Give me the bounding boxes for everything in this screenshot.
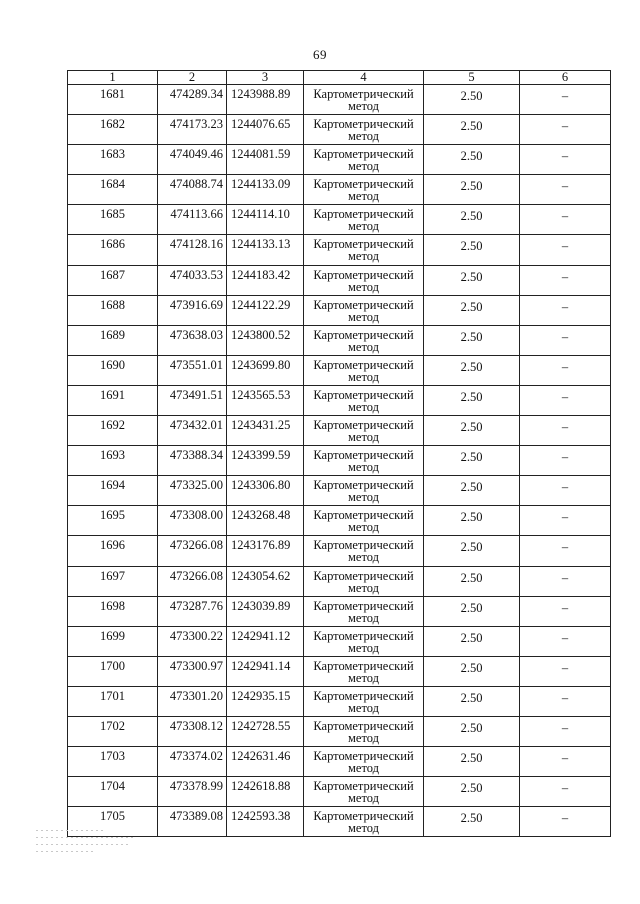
cell-y-coordinate: 1242728.55 [227,716,304,746]
table-row [68,85,611,115]
table-header [68,71,611,85]
cell-y-coordinate: 1243399.59 [227,446,304,476]
cell-accuracy: 2.50 [424,175,520,205]
cell-y-coordinate: 1242593.38 [227,807,304,837]
cell-point-number: 1699 [68,626,158,656]
cell-point-number: 1702 [68,716,158,746]
table-row [68,716,611,746]
cell-point-number: 1705 [68,807,158,837]
table-row [68,656,611,686]
cell-accuracy: 2.50 [424,747,520,777]
cell-accuracy: 2.50 [424,536,520,566]
cell-x-coordinate: 473389.08 [158,807,227,837]
header-col-2: 2 [158,71,227,85]
cell-x-coordinate: 473266.08 [158,536,227,566]
cell-x-coordinate: 473308.00 [158,506,227,536]
cell-note: – [520,265,611,295]
cell-x-coordinate: 474128.16 [158,235,227,265]
cell-y-coordinate: 1242941.12 [227,626,304,656]
cell-method: Картометрический метод [304,807,424,837]
cell-x-coordinate: 473551.01 [158,355,227,385]
cell-point-number: 1700 [68,656,158,686]
cell-accuracy: 2.50 [424,626,520,656]
cell-x-coordinate: 473266.08 [158,566,227,596]
cell-note: – [520,175,611,205]
cell-method: Картометрический метод [304,205,424,235]
cell-point-number: 1697 [68,566,158,596]
table-body [68,85,611,837]
header-col-1: 1 [68,71,158,85]
cell-y-coordinate: 1244076.65 [227,115,304,145]
cell-note: – [520,536,611,566]
cell-method: Картометрический метод [304,175,424,205]
cell-accuracy: 2.50 [424,566,520,596]
cell-x-coordinate: 473300.22 [158,626,227,656]
cell-y-coordinate: 1243431.25 [227,416,304,446]
cell-note: – [520,566,611,596]
cell-point-number: 1689 [68,325,158,355]
cell-method: Картометрический метод [304,85,424,115]
cell-point-number: 1684 [68,175,158,205]
cell-accuracy: 2.50 [424,416,520,446]
cell-point-number: 1695 [68,506,158,536]
cell-accuracy: 2.50 [424,446,520,476]
cell-note: – [520,85,611,115]
cell-y-coordinate: 1243800.52 [227,325,304,355]
cell-x-coordinate: 473308.12 [158,716,227,746]
table-row [68,626,611,656]
cell-point-number: 1685 [68,205,158,235]
table-row [68,476,611,506]
cell-point-number: 1701 [68,686,158,716]
cell-method: Картометрический метод [304,747,424,777]
cell-accuracy: 2.50 [424,85,520,115]
cell-method: Картометрический метод [304,416,424,446]
cell-y-coordinate: 1244183.42 [227,265,304,295]
cell-method: Картометрический метод [304,115,424,145]
cell-x-coordinate: 474049.46 [158,145,227,175]
cell-accuracy: 2.50 [424,145,520,175]
cell-accuracy: 2.50 [424,115,520,145]
cell-accuracy: 2.50 [424,205,520,235]
cell-note: – [520,145,611,175]
cell-point-number: 1693 [68,446,158,476]
cell-x-coordinate: 473300.97 [158,656,227,686]
table-row [68,446,611,476]
cell-method: Картометрический метод [304,626,424,656]
table-row [68,686,611,716]
table-row [68,115,611,145]
cell-note: – [520,506,611,536]
cell-y-coordinate: 1244081.59 [227,145,304,175]
cell-y-coordinate: 1244133.09 [227,175,304,205]
cell-note: – [520,686,611,716]
table-row [68,205,611,235]
cell-point-number: 1688 [68,295,158,325]
cell-y-coordinate: 1243988.89 [227,85,304,115]
cell-point-number: 1683 [68,145,158,175]
cell-method: Картометрический метод [304,716,424,746]
table-row [68,175,611,205]
cell-note: – [520,325,611,355]
cell-y-coordinate: 1242618.88 [227,777,304,807]
cell-accuracy: 2.50 [424,295,520,325]
cell-y-coordinate: 1243054.62 [227,566,304,596]
cell-note: – [520,656,611,686]
cell-note: – [520,626,611,656]
cell-x-coordinate: 473491.51 [158,385,227,415]
scan-artifact [36,830,146,870]
cell-x-coordinate: 473638.03 [158,325,227,355]
cell-point-number: 1681 [68,85,158,115]
cell-note: – [520,416,611,446]
table-row [68,235,611,265]
cell-method: Картометрический метод [304,355,424,385]
cell-point-number: 1694 [68,476,158,506]
cell-y-coordinate: 1243268.48 [227,506,304,536]
cell-note: – [520,747,611,777]
cell-method: Картометрический метод [304,476,424,506]
cell-y-coordinate: 1242935.15 [227,686,304,716]
table-row [68,265,611,295]
cell-note: – [520,476,611,506]
cell-point-number: 1686 [68,235,158,265]
cell-point-number: 1698 [68,596,158,626]
cell-x-coordinate: 473378.99 [158,777,227,807]
cell-method: Картометрический метод [304,385,424,415]
cell-accuracy: 2.50 [424,716,520,746]
cell-accuracy: 2.50 [424,656,520,686]
cell-accuracy: 2.50 [424,807,520,837]
cell-accuracy: 2.50 [424,506,520,536]
header-col-4: 4 [304,71,424,85]
cell-x-coordinate: 473301.20 [158,686,227,716]
cell-point-number: 1691 [68,385,158,415]
cell-accuracy: 2.50 [424,596,520,626]
cell-accuracy: 2.50 [424,265,520,295]
cell-method: Картометрический метод [304,566,424,596]
cell-x-coordinate: 474088.74 [158,175,227,205]
cell-x-coordinate: 473287.76 [158,596,227,626]
cell-x-coordinate: 473374.02 [158,747,227,777]
cell-accuracy: 2.50 [424,476,520,506]
table-row [68,325,611,355]
cell-x-coordinate: 473325.00 [158,476,227,506]
header-col-3: 3 [227,71,304,85]
cell-y-coordinate: 1243039.89 [227,596,304,626]
table-row [68,807,611,837]
cell-note: – [520,807,611,837]
table-row [68,145,611,175]
cell-method: Картометрический метод [304,596,424,626]
cell-method: Картометрический метод [304,446,424,476]
cell-point-number: 1687 [68,265,158,295]
cell-y-coordinate: 1242941.14 [227,656,304,686]
cell-y-coordinate: 1243306.80 [227,476,304,506]
cell-x-coordinate: 473916.69 [158,295,227,325]
cell-method: Картометрический метод [304,656,424,686]
cell-point-number: 1690 [68,355,158,385]
cell-method: Картометрический метод [304,686,424,716]
cell-y-coordinate: 1244114.10 [227,205,304,235]
cell-accuracy: 2.50 [424,325,520,355]
cell-x-coordinate: 474173.23 [158,115,227,145]
cell-method: Картометрический метод [304,325,424,355]
cell-x-coordinate: 473432.01 [158,416,227,446]
page-number: 69 [313,47,327,62]
cell-note: – [520,446,611,476]
cell-note: – [520,205,611,235]
cell-method: Картометрический метод [304,265,424,295]
cell-x-coordinate: 473388.34 [158,446,227,476]
table-row [68,506,611,536]
cell-accuracy: 2.50 [424,385,520,415]
cell-method: Картометрический метод [304,536,424,566]
cell-point-number: 1682 [68,115,158,145]
cell-note: – [520,235,611,265]
cell-method: Картометрический метод [304,295,424,325]
cell-note: – [520,355,611,385]
cell-note: – [520,295,611,325]
cell-point-number: 1692 [68,416,158,446]
table-row [68,416,611,446]
cell-accuracy: 2.50 [424,686,520,716]
cell-y-coordinate: 1244122.29 [227,295,304,325]
cell-method: Картометрический метод [304,145,424,175]
cell-method: Картометрический метод [304,777,424,807]
cell-note: – [520,596,611,626]
header-row [68,71,611,85]
table-row [68,385,611,415]
table-row [68,566,611,596]
cell-note: – [520,716,611,746]
cell-y-coordinate: 1244133.13 [227,235,304,265]
cell-y-coordinate: 1243699.80 [227,355,304,385]
table-row [68,596,611,626]
cell-accuracy: 2.50 [424,777,520,807]
header-col-5: 5 [424,71,520,85]
table-row [68,536,611,566]
cell-point-number: 1696 [68,536,158,566]
cell-x-coordinate: 474033.53 [158,265,227,295]
table-row [68,295,611,325]
table-row [68,747,611,777]
cell-y-coordinate: 1243565.53 [227,385,304,415]
cell-point-number: 1703 [68,747,158,777]
cell-x-coordinate: 474289.34 [158,85,227,115]
header-col-6: 6 [520,71,611,85]
cell-accuracy: 2.50 [424,235,520,265]
table-row [68,777,611,807]
cell-note: – [520,777,611,807]
table-row [68,355,611,385]
cell-note: – [520,115,611,145]
cell-method: Картометрический метод [304,506,424,536]
cell-y-coordinate: 1242631.46 [227,747,304,777]
cell-note: – [520,385,611,415]
cell-x-coordinate: 474113.66 [158,205,227,235]
cell-point-number: 1704 [68,777,158,807]
cell-y-coordinate: 1243176.89 [227,536,304,566]
coordinates-table [67,70,611,837]
cell-accuracy: 2.50 [424,355,520,385]
cell-method: Картометрический метод [304,235,424,265]
